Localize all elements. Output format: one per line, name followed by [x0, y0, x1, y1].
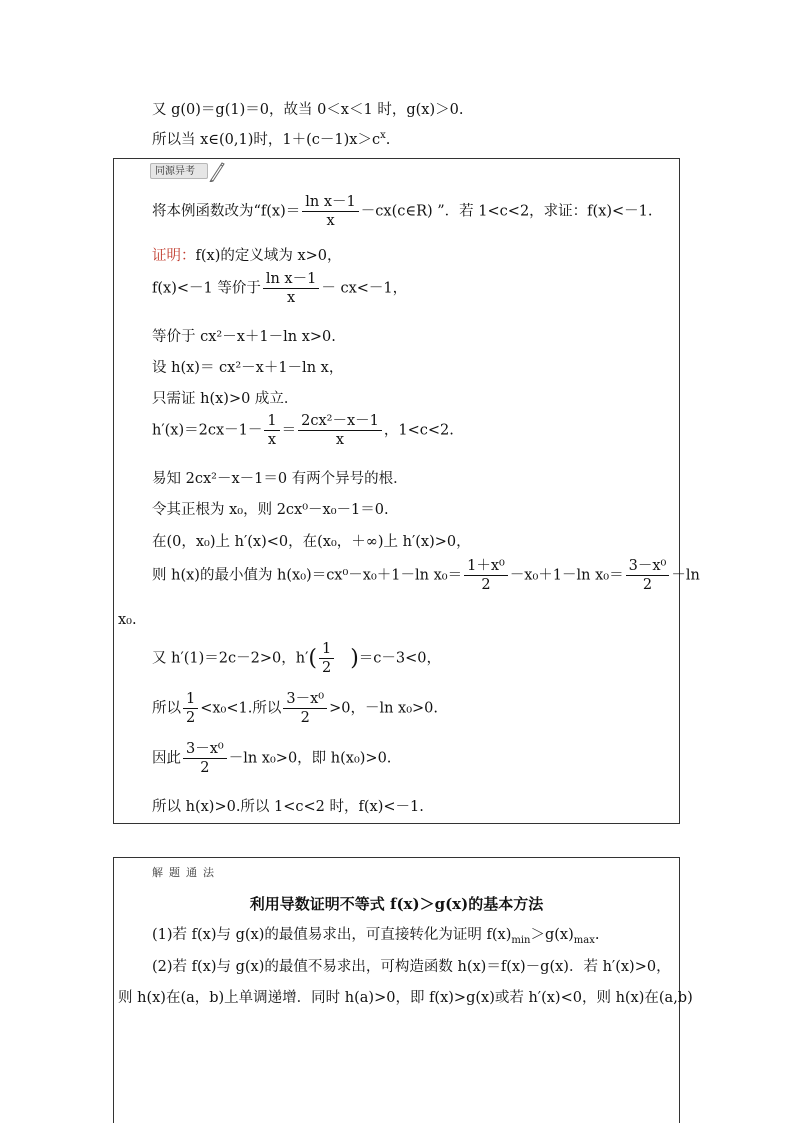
left-paren: (	[308, 646, 317, 671]
denominator: 2	[300, 710, 310, 726]
numerator: 3－x⁰	[183, 740, 227, 759]
text-segment: (1)若 f(x)与 g(x)的最值易求出，可直接转化为证明 f(x)	[152, 927, 512, 943]
text-segment: 将本例函数改为“f(x)＝	[152, 203, 301, 220]
text-segment: －x₀＋1－ln x₀＝	[509, 567, 624, 584]
denominator: 2	[481, 577, 491, 593]
text-line: 等价于 cx²－x＋1－ln x>0.	[152, 329, 336, 345]
fraction	[264, 412, 279, 449]
numerator: 1	[183, 690, 198, 709]
fraction	[302, 193, 359, 230]
text-segment: 因此	[152, 750, 181, 767]
pen-icon	[208, 160, 226, 182]
text-segment: － cx<－1，	[321, 280, 408, 297]
fraction	[283, 690, 327, 727]
fraction	[464, 557, 508, 594]
text-segment: ＝c－3<0，	[358, 650, 442, 667]
denominator: x	[326, 213, 335, 229]
text-segment: .	[385, 132, 391, 148]
text-line	[152, 923, 599, 946]
text-line: 只需证 h(x)>0 成立．	[152, 391, 299, 407]
text-segment: .	[594, 927, 600, 943]
text-line	[152, 640, 441, 677]
variant-badge: 同源异考	[150, 163, 208, 179]
text-line: 又 g(0)＝g(1)＝0，故当 0＜x＜1 时，g(x)＞0.	[152, 102, 464, 118]
text-line	[152, 690, 438, 727]
fraction	[183, 740, 227, 777]
denominator: x	[287, 290, 296, 306]
text-segment: 所以当 x∈(0,1)时，1＋(c－1)x＞c	[152, 132, 381, 148]
numerator: 1	[319, 640, 334, 659]
text-line	[152, 412, 454, 449]
text-segment: ＞g(x)	[530, 927, 574, 943]
text-segment: f(x)的定义域为 x>0，	[195, 248, 342, 264]
denominator: 2	[200, 760, 210, 776]
numerator: 3－x⁰	[283, 690, 327, 709]
text-line	[152, 193, 653, 230]
text-line: 设 h(x)＝ cx²－x＋1－ln x，	[152, 360, 344, 376]
text-line: (2)若 f(x)与 g(x)的最值不易求出，可构造函数 h(x)＝f(x)－g(x)．若 h′(x)>0，	[152, 959, 671, 975]
fraction	[298, 412, 382, 449]
numerator: 3－x⁰	[626, 557, 670, 576]
text-segment: 又 h′(1)＝2c－2>0，h′	[152, 650, 309, 667]
text-line	[152, 244, 342, 265]
text-segment: －ln x₀>0，即 h(x₀)>0.	[228, 750, 392, 767]
text-segment: h′(x)＝2cx－1－	[152, 422, 263, 439]
text-line: 易知 2cx²－x－1＝0 有两个异号的根．	[152, 471, 408, 487]
text-segment: f(x)<－1 等价于	[152, 280, 261, 297]
numerator: 1＋x⁰	[464, 557, 508, 576]
fraction	[626, 557, 670, 594]
denominator: 2	[642, 577, 653, 593]
right-paren: )	[350, 646, 359, 671]
text-line: 则 h(x)在(a，b)上单调递增．同时 h(a)>0，即 f(x)>g(x)或若 h′(x)<0，则 h(x)在(a,b)	[118, 990, 693, 1006]
numerator: 1	[264, 412, 279, 431]
text-line: x₀.	[118, 612, 137, 628]
text-segment: <x₀<1.所以	[200, 700, 282, 717]
text-segment: 则 h(x)的最小值为 h(x₀)＝cx⁰－x₀＋1－ln x₀＝	[152, 567, 463, 584]
text-segment: >0，－ln x₀>0.	[329, 700, 439, 717]
text-line	[152, 740, 391, 777]
text-line: 令其正根为 x₀，则 2cx⁰－x₀－1＝0.	[152, 502, 389, 518]
numerator: ln x－1	[263, 270, 320, 289]
text-segment: ＝	[281, 422, 297, 439]
text-segment: －ln	[671, 567, 700, 584]
text-segment: ，1<c<2.	[383, 422, 454, 439]
fraction	[183, 690, 198, 727]
denominator: x	[335, 432, 345, 448]
text-line	[152, 128, 390, 149]
method-header: 解题通法	[152, 866, 220, 879]
text-line	[152, 557, 700, 594]
text-segment: －cx(c∈R) ”．若 1<c<2，求证：f(x)<－1.	[360, 203, 653, 220]
text-line	[152, 270, 407, 307]
method-title: 利用导数证明不等式 f(x)＞g(x)的基本方法	[249, 895, 544, 913]
denominator: x	[267, 432, 277, 448]
denominator: 2	[186, 710, 196, 726]
fraction	[319, 640, 334, 677]
denominator: 2	[321, 660, 332, 676]
proof-label: 证明：	[152, 248, 196, 264]
numerator: 2cx²－x－1	[298, 412, 382, 431]
text-line: 在(0，x₀)上 h′(x)<0，在(x₀，＋∞)上 h′(x)>0，	[152, 534, 471, 550]
text-segment: 所以	[152, 700, 181, 717]
exponent: x	[380, 130, 386, 142]
fraction	[263, 270, 320, 307]
subscript: max	[573, 934, 595, 946]
text-line: 所以 h(x)>0.所以 1<c<2 时，f(x)<－1.	[152, 799, 424, 815]
numerator: ln x－1	[302, 193, 359, 212]
subscript: min	[511, 934, 531, 946]
